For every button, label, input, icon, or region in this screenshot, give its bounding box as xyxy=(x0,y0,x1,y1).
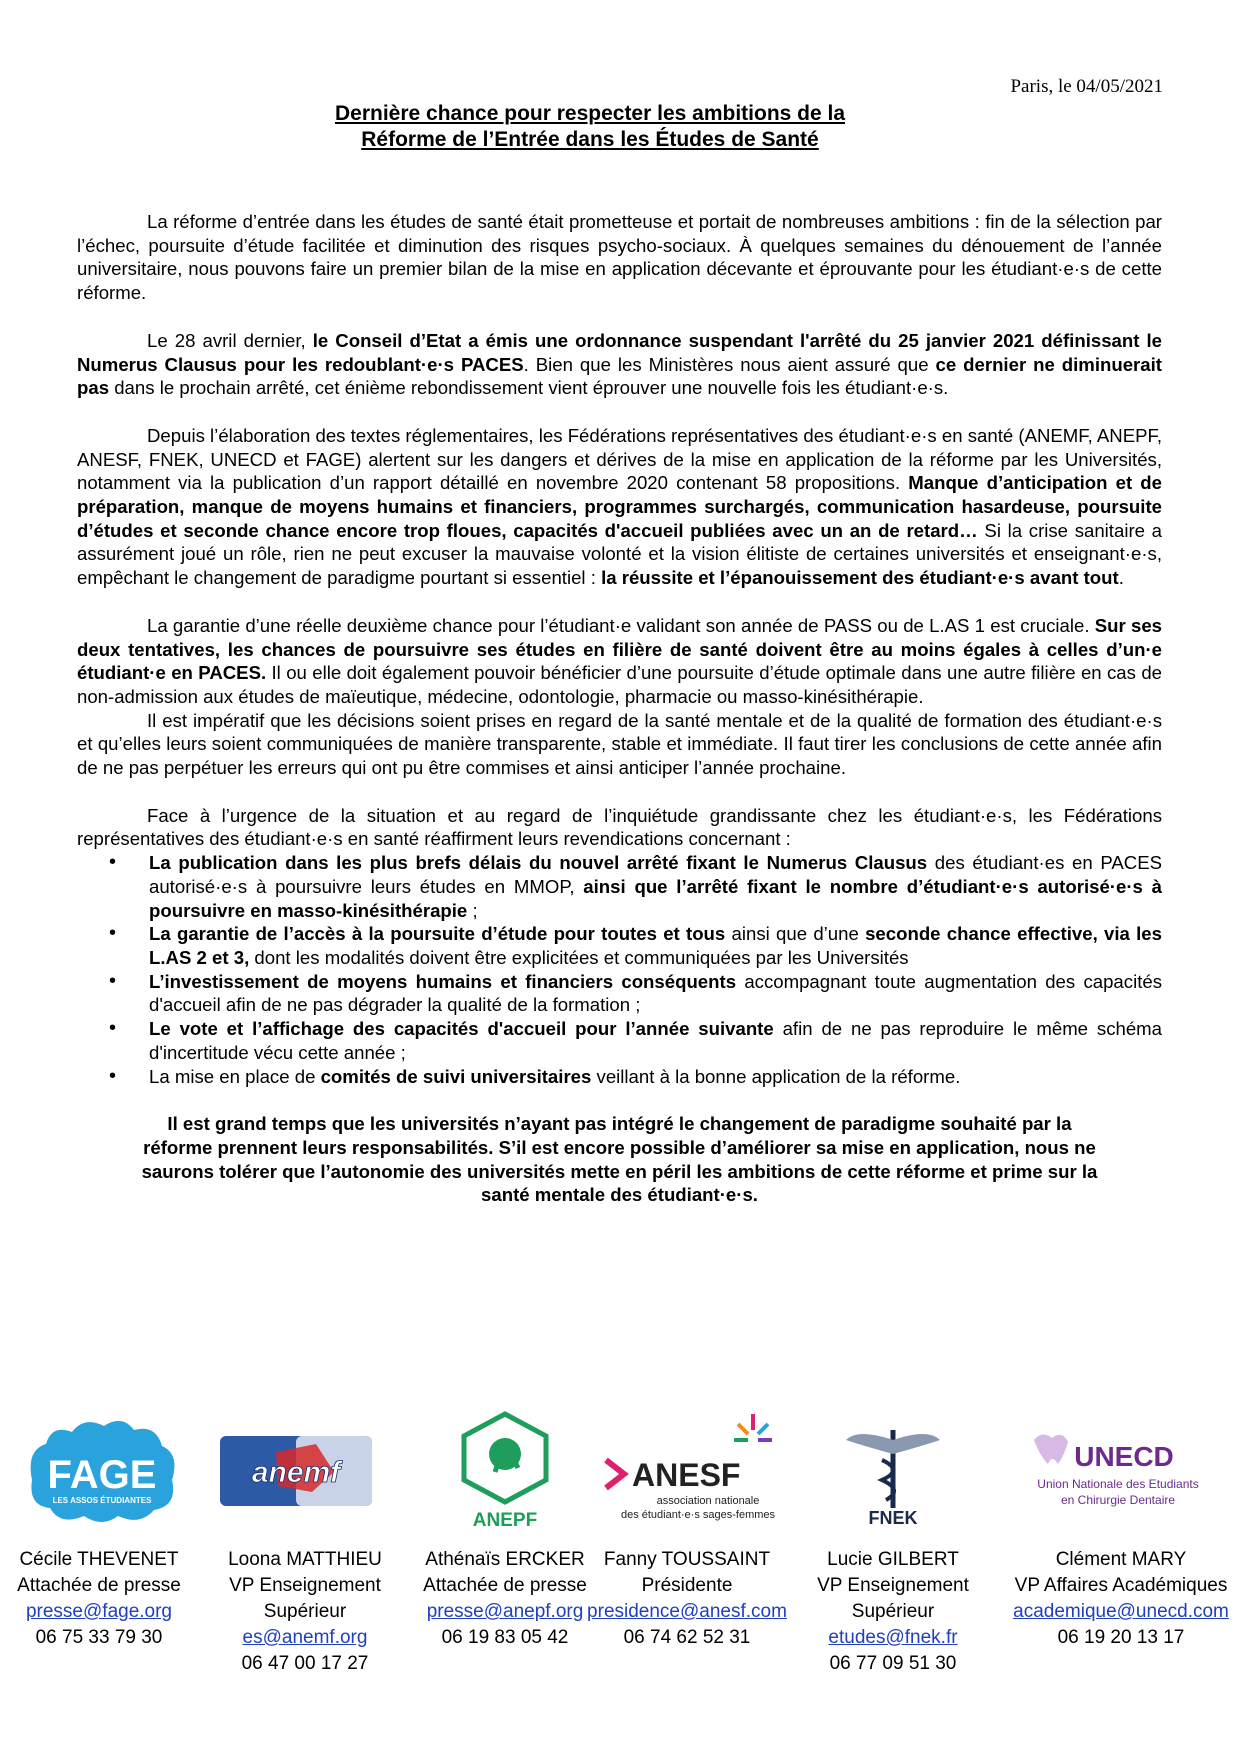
signer-email-link[interactable]: presse@fage.org xyxy=(25,1601,173,1622)
text-span: . xyxy=(1118,567,1124,589)
signer-fage xyxy=(0,1547,204,1651)
document-body xyxy=(77,210,1162,1207)
bold-span: ainsi que l’arrêté fixant le nombre d’étudiant·e·s autorisé·e·s à poursuivre en masso-kinésithérapie xyxy=(149,875,1162,921)
anemf-logo xyxy=(216,1432,376,1512)
list-item xyxy=(149,851,1162,922)
fage-logo xyxy=(22,1410,182,1530)
paragraph-conseil-etat xyxy=(77,329,1162,400)
text-span: accompagnant toute augmentation des capacités d'accueil afin de ne pas dégrader la qualité de la formation ; xyxy=(149,970,1163,1016)
anesf-logo-sub-1: association nationale xyxy=(656,1495,760,1507)
text-span: des étudiant·es en PACES autorisé·e·s à poursuivre leurs études en MMOP, xyxy=(149,852,1162,897)
bold-span: L’investissement de moyens humains et financiers conséquents xyxy=(149,970,737,992)
signer-name: Cécile THEVENET xyxy=(19,1549,179,1570)
bold-span: Le vote et l’affichage des capacités d'accueil pour l’année suivante xyxy=(149,1018,774,1040)
fage-logo-text: FAGE xyxy=(47,1453,157,1497)
signer-anepf xyxy=(400,1547,610,1651)
signer-role: Attachée de presse xyxy=(17,1575,181,1596)
signer-email-link[interactable]: academique@unecd.com xyxy=(1013,1601,1229,1622)
paragraph-second-chance xyxy=(77,614,1162,709)
bold-span: comités de suivi universitaires xyxy=(320,1065,592,1087)
text-span: dans le prochain arrêté, cet énième rebondissement vient éprouver une nouvelle fois les étudiant·e·s. xyxy=(109,377,949,399)
paragraph-revendications-intro: Face à l’urgence de la situation et au regard de l’inquiétude grandissante chez les étudiant·e·s, les Fédérations représentatives des étudiant·e·s en santé réaffirment leurs revendications concernant : xyxy=(77,804,1162,850)
list-item xyxy=(149,1017,1162,1064)
signer-name: Athénaïs ERCKER xyxy=(425,1549,585,1570)
list-item xyxy=(149,922,1162,969)
unecd-logo-sub-1: Union Nationale des Etudiants xyxy=(1037,1477,1199,1491)
bold-span: La publication dans les plus brefs délais du nouvel arrêté fixant le Numerus Clausus xyxy=(149,852,928,874)
text-span: veillant à la bonne application de la réforme. xyxy=(591,1065,961,1087)
signer-email-link[interactable]: etudes@fnek.fr xyxy=(828,1627,958,1648)
signer-role: Présidente xyxy=(641,1575,733,1596)
fnek-logo xyxy=(838,1420,948,1530)
anesf-logo xyxy=(598,1410,788,1530)
paragraph-intro: La réforme d’entrée dans les études de santé était prometteuse et portait de nombreuses ambitions : fin de la sélection par l’échec, poursuite d’étude facilitée et diminution des risques psycho-sociaux. À quelques semaines du dénouement de l’année universitaire, nous pouvons faire un premier bilan de la mise en application décevante et éprouvante pour les étudiant·e·s de cette réforme. xyxy=(77,211,1162,304)
title-line-2: Réforme de l’Entrée dans les Études de Santé xyxy=(361,128,819,151)
fage-logo-sub: LES ASSOS ÉTUDIANTES xyxy=(52,1496,152,1505)
text-span: ; xyxy=(467,899,478,921)
signer-role: VP Enseignement Supérieur xyxy=(229,1575,381,1622)
fnek-logo-text: FNEK xyxy=(868,1508,918,1528)
bold-span: seconde chance effective, via les L.AS 2 et 3, xyxy=(149,923,1162,968)
signer-phone: 06 19 20 13 17 xyxy=(1057,1627,1185,1648)
conclusion-line: Il est grand temps que les universités n’ayant pas intégré le changement de paradigme souhaité par la xyxy=(167,1113,1072,1135)
text-span: . Bien que les Ministères nous aient assuré que xyxy=(523,353,936,375)
text-span: Depuis l’élaboration des textes réglementaires, les Fédérations représentatives des étudiant·e·s en santé (ANEMF, ANEPF, ANESF, FNEK, UNECD et FAGE) alertent sur les dangers et dérives de la mise en application de la réforme par les Universités, notamment via la publication d’un rapport détaillé en novembre 2020 contenant 58 propositions. xyxy=(77,424,1162,494)
bold-span: La garantie de l’accès à la poursuite d’étude pour toutes et tous xyxy=(149,923,726,945)
signer-role: Attachée de presse xyxy=(423,1575,587,1596)
unecd-logo-sub-2: en Chirurgie Dentaire xyxy=(1060,1493,1176,1507)
signer-anemf xyxy=(190,1547,420,1677)
anemf-logo-text: anemf xyxy=(251,1456,341,1489)
signer-role: VP Affaires Académiques xyxy=(1014,1575,1228,1596)
unecd-logo-text: UNECD xyxy=(1074,1441,1174,1472)
conclusion-line: saurons tolérer que l’autonomie des universités mette en péril les ambitions de cette réforme et prime sur la xyxy=(141,1160,1098,1182)
signer-email-link[interactable]: presidence@anesf.com xyxy=(587,1601,787,1622)
text-span: Le 28 avril dernier, xyxy=(147,329,313,351)
anesf-logo-text: ANESF xyxy=(632,1457,741,1493)
signer-phone: 06 19 83 05 42 xyxy=(441,1627,569,1648)
anesf-logo-sub-2: des étudiant·e·s sages-femmes xyxy=(620,1509,776,1521)
signer-phone: 06 75 33 79 30 xyxy=(35,1627,163,1648)
anepf-logo-text: ANEPF xyxy=(472,1510,538,1530)
bold-span: Sur ses deux tentatives, les chances de poursuivre ses études en filière de santé doivent être au moins égales à celles d’un·e étudiant·e en PACES. xyxy=(77,614,1163,684)
text-span: La garantie d’une réelle deuxième chance pour l’étudiant·e validant son année de PASS ou de L.AS 1 est cruciale. xyxy=(147,614,1095,636)
signer-phone: 06 47 00 17 27 xyxy=(241,1653,369,1674)
text-span: Si la crise sanitaire a assurément joué un rôle, rien ne peut excuser la mauvaise volonté et la vision élitiste de certaines universités et enseignant·e·s, empêchant le changement de paradigme pourtant si essentiel : xyxy=(77,519,1162,589)
text-span: ainsi que d’une xyxy=(725,923,866,945)
list-item xyxy=(149,970,1162,1017)
signer-role: VP Enseignement Supérieur xyxy=(817,1575,969,1622)
signer-name: Fanny TOUSSAINT xyxy=(603,1549,771,1570)
signer-email-link[interactable]: presse@anepf.org xyxy=(426,1601,584,1622)
conclusion xyxy=(77,1112,1162,1207)
bold-span: Manque d’anticipation et de préparation, manque de moyens humains et financiers, programmes surchargés, communication hasardeuse, poursuite d’études et seconde chance encore trop floues, capacités d'accueil publiées avec un an de retard… xyxy=(77,472,1162,541)
signer-phone: 06 74 62 52 31 xyxy=(623,1627,751,1648)
bold-span: la réussite et l’épanouissement des étudiant·e·s avant tout xyxy=(601,567,1119,589)
text-span: La mise en place de xyxy=(149,1065,321,1087)
signer-unecd xyxy=(1006,1547,1236,1651)
document-title xyxy=(0,101,1180,153)
list-item xyxy=(149,1065,1162,1089)
signer-name: Lucie GILBERT xyxy=(827,1549,959,1570)
logos-row xyxy=(0,1410,1240,1530)
paragraph-sante-mentale: Il est impératif que les décisions soient prises en regard de la santé mentale et de la qualité de formation des étudiant·e·s et qu’elles leurs soient communiquées de manière transparente, stable et immédiate. Il faut tirer les conclusions de cette année afin de ne pas perpétuer les erreurs qui ont pu être commises et ainsi anticiper l’année prochaine. xyxy=(77,709,1162,779)
unecd-logo xyxy=(1018,1424,1218,1524)
signer-email-link[interactable]: es@anemf.org xyxy=(242,1627,368,1648)
title-line-1: Dernière chance pour respecter les ambitions de la xyxy=(334,102,846,125)
text-span: afin de ne pas reproduire le même schéma d'incertitude vécu cette année ; xyxy=(149,1018,1162,1063)
signer-anesf xyxy=(582,1547,792,1651)
signer-fnek xyxy=(778,1547,1008,1677)
bold-span: ce dernier ne diminuerait pas xyxy=(77,353,1162,399)
paragraph-federations xyxy=(77,424,1162,590)
signer-name: Loona MATTHIEU xyxy=(228,1549,382,1570)
demands-list xyxy=(77,851,1162,1088)
bold-span: le Conseil d’Etat a émis une ordonnance suspendant l'arrêté du 25 janvier 2021 définissant le Numerus Clausus pour les redoublant·e·s PACES xyxy=(77,329,1163,375)
signer-phone: 06 77 09 51 30 xyxy=(829,1653,957,1674)
signer-name: Clément MARY xyxy=(1055,1549,1187,1570)
text-span: Il ou elle doit également pouvoir bénéficier d’une poursuite d’étude optimale dans une autre filière en cas de non-admission aux études de maïeutique, médecine, odontologie, pharmacie ou masso-kinésithérapie. xyxy=(77,662,1162,707)
text-span: dont les modalités doivent être explicitées et communiquées par les Universités xyxy=(249,946,909,968)
anepf-logo xyxy=(450,1410,560,1530)
conclusion-line: santé mentale des étudiant·e·s. xyxy=(481,1184,758,1206)
conclusion-line: réforme prennent leurs responsabilités. S’il est encore possible d’améliorer sa mise en application, nous ne xyxy=(143,1136,1096,1158)
document-date: Paris, le 04/05/2021 xyxy=(1010,76,1163,97)
